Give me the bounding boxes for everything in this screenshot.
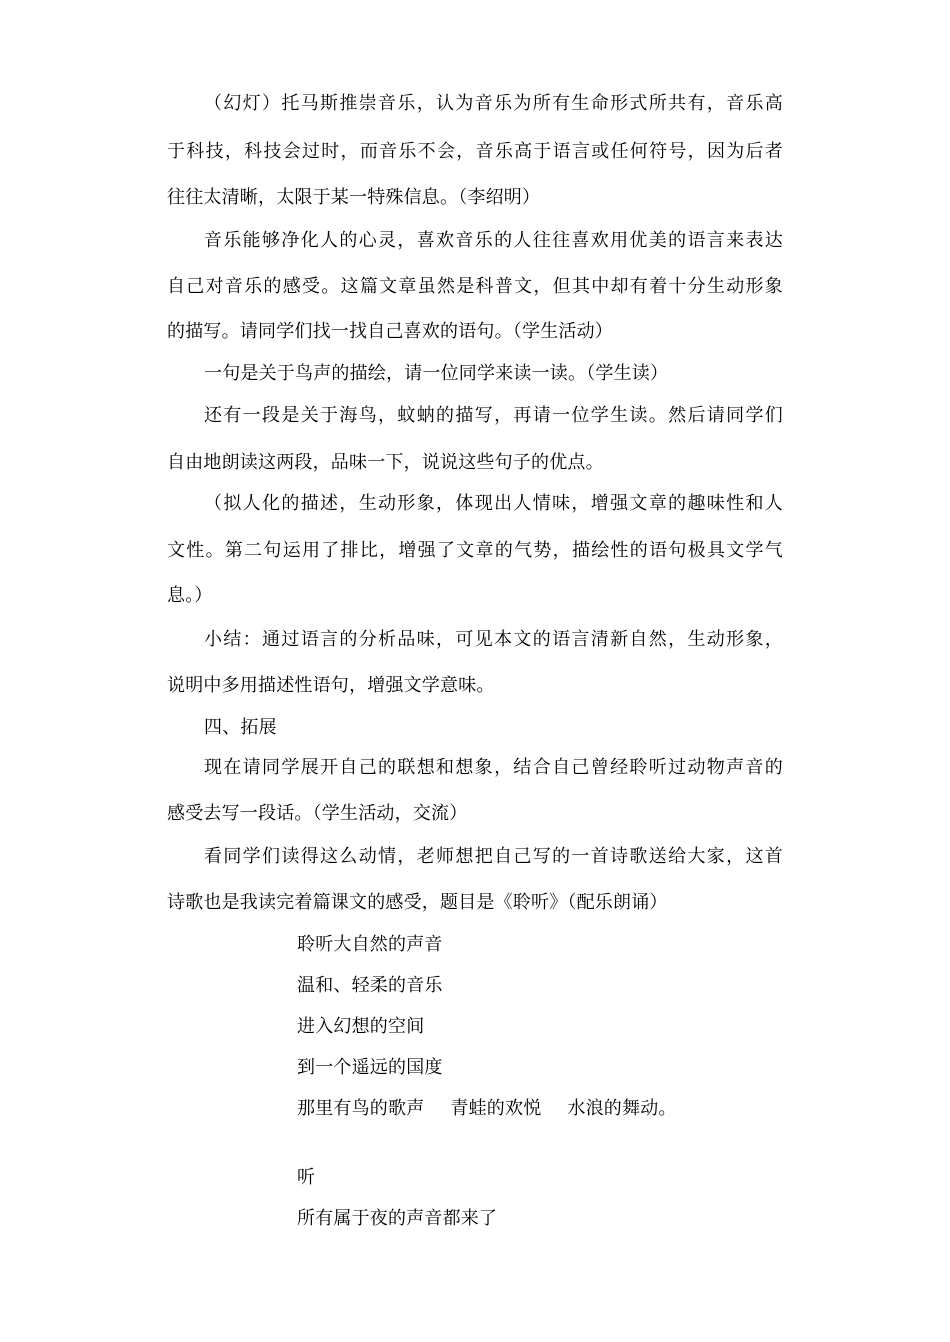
poem-line-5-part-2: 青蛙的欢悦	[450, 1098, 542, 1119]
poem-line-2: 温和、轻柔的音乐	[297, 975, 443, 996]
paragraph-8-line-2: 诗歌也是我读完着篇课文的感受，题目是《聆听》（配乐朗诵）	[167, 892, 668, 913]
paragraph-7-line-1: 现在请同学展开自己的联想和想象，结合自己曾经聆听过动物声音的	[204, 757, 783, 778]
paragraph-8-line-1: 看同学们读得这么动情，老师想把自己写的一首诗歌送给大家，这首	[204, 846, 783, 867]
poem-line-7: 所有属于夜的声音都来了	[297, 1208, 498, 1229]
paragraph-1-line-1: （幻灯）托马斯推崇音乐，认为音乐为所有生命形式所共有，音乐高	[204, 93, 783, 114]
poem-line-5-part-3: 水浪的舞动。	[567, 1098, 677, 1119]
paragraph-6-line-2: 说明中多用描述性语句，增强文学意味。	[167, 675, 495, 696]
paragraph-1-line-2: 于科技，科技会过时，而音乐不会，音乐高于语言或任何符号，因为后者	[167, 141, 783, 162]
paragraph-5-line-1: （拟人化的描述，生动形象，体现出人情味，增强文章的趣味性和人	[204, 493, 783, 514]
paragraph-7-line-2: 感受去写一段话。（学生活动，交流）	[167, 803, 468, 824]
poem-line-5-part-1: 那里有鸟的歌声	[297, 1098, 425, 1119]
poem-line-1: 聆听大自然的声音	[297, 934, 443, 955]
paragraph-2-line-2: 自己对音乐的感受。这篇文章虽然是科普文，但其中却有着十分生动形象	[167, 276, 783, 297]
paragraph-2-line-1: 音乐能够净化人的心灵，喜欢音乐的人往往喜欢用优美的语言来表达	[204, 230, 783, 251]
paragraph-5-line-3: 息。）	[167, 585, 213, 606]
poem-line-4: 到一个遥远的国度	[297, 1057, 443, 1078]
paragraph-3-line-1: 一句是关于鸟声的描绘，请一位同学来读一读。（学生读）	[204, 363, 669, 384]
section-heading: 四、拓展	[204, 717, 277, 738]
poem-line-5	[297, 1097, 677, 1121]
paragraph-1-line-3: 往往太清晰，太限于某一特殊信息。（李绍明）	[167, 187, 541, 208]
paragraph-5-line-2: 文性。第二句运用了排比，增强了文章的气势，描绘性的语句极具文学气	[167, 540, 783, 561]
paragraph-6-line-1: 小结：通过语言的分析品味，可见本文的语言清新自然，生动形象，	[204, 629, 783, 650]
paragraph-2-line-3: 的描写。请同学们找一找自己喜欢的语句。（学生活动）	[167, 321, 613, 342]
paragraph-4-line-2: 自由地朗读这两段，品味一下，说说这些句子的优点。	[167, 452, 604, 473]
paragraph-4-line-1: 还有一段是关于海鸟，蚊蚋的描写，再请一位学生读。然后请同学们	[204, 405, 783, 426]
poem-line-3: 进入幻想的空间	[297, 1016, 425, 1037]
poem-line-6: 听	[297, 1167, 316, 1188]
